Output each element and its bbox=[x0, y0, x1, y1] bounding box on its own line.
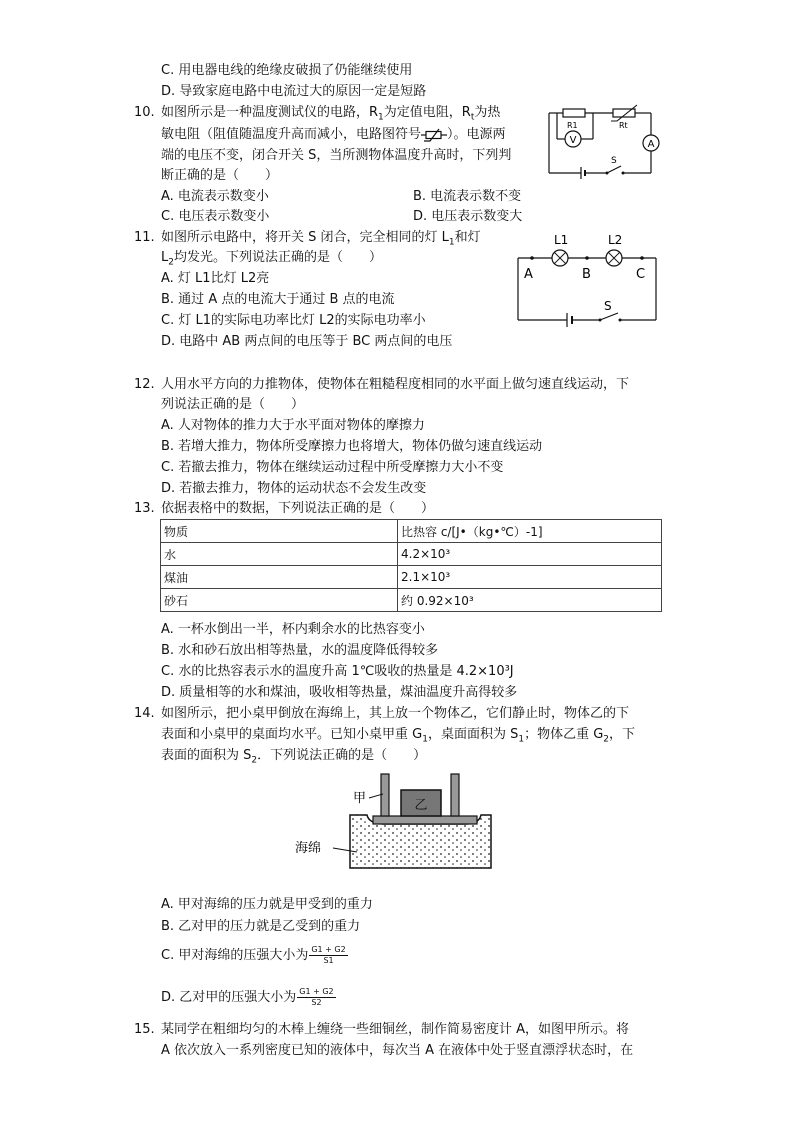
thermistor-symbol-icon bbox=[421, 128, 447, 142]
q10-option-c: C. 电压表示数变小 bbox=[161, 209, 270, 224]
q15-stem-line2: A 依次放入一系列密度已知的液体中，每次当 A 在液体中处于竖直漂浮状态时，在 bbox=[161, 1043, 634, 1058]
q12-stem-line1: 人用水平方向的力推物体，使物体在粗糙程度相同的水平面上做匀速直线运动，下 bbox=[161, 377, 630, 392]
q14-option-a: A. 甲对海绵的压力就是甲受到的重力 bbox=[161, 897, 373, 912]
table-cell: 2.1×10³ bbox=[398, 566, 662, 589]
table-cell: 煤油 bbox=[161, 566, 398, 589]
switch-lever bbox=[600, 313, 618, 320]
q10-option-d: D. 电压表示数变大 bbox=[413, 209, 523, 224]
table-top bbox=[373, 816, 477, 824]
svg-text:R1: R1 bbox=[567, 121, 578, 130]
q11-stem-line1: 如图所示电路中，将开关 S 闭合，完全相同的灯 $L_1$和灯 bbox=[161, 230, 481, 248]
q13-option-d: D. 质量相等的水和煤油，吸收相等热量，煤油温度升高得较多 bbox=[161, 685, 518, 700]
q10-option-b: B. 电流表示数不变 bbox=[413, 189, 522, 204]
svg-text:L1: L1 bbox=[554, 233, 569, 247]
table-cell: 水 bbox=[161, 543, 398, 566]
svg-text:L2: L2 bbox=[608, 233, 623, 247]
table-cell: 砂石 bbox=[161, 589, 398, 612]
table-cell: 4.2×10³ bbox=[398, 543, 662, 566]
q9-option-c: C. 用电器电线的绝缘皮破损了仍能继续使用 bbox=[161, 63, 413, 78]
q10-stem-line4: 断正确的是（ ） bbox=[161, 168, 279, 183]
q14-option-b: B. 乙对甲的压力就是乙受到的重力 bbox=[161, 919, 361, 934]
q12-option-a: A. 人对物体的推力大于水平面对物体的摩擦力 bbox=[161, 418, 425, 433]
q14-sponge-figure bbox=[295, 768, 500, 873]
svg-text:A: A bbox=[524, 267, 533, 282]
table-leg-left bbox=[381, 774, 389, 816]
svg-text:S: S bbox=[604, 299, 612, 313]
svg-text:甲: 甲 bbox=[353, 791, 367, 806]
q10-option-a: A. 电流表示数变小 bbox=[161, 189, 269, 204]
table-header-row bbox=[161, 520, 662, 543]
q14-stem-line3: 表面的面积为 $S_2$．下列说法正确的是（ ） bbox=[161, 748, 427, 766]
q12-option-c: C. 若撤去推力，物体在继续运动过程中所受摩擦力大小不变 bbox=[161, 460, 504, 475]
q9-option-d: D. 导致家庭电路中电流过大的原因一定是短路 bbox=[161, 84, 427, 99]
q14-option-c-fraction: $\frac{G1 + G2}{S1}$ bbox=[311, 945, 346, 965]
q11-circuit-figure bbox=[512, 228, 662, 328]
q12-option-b: B. 若增大推力，物体所受摩擦力也将增大，物体仍做匀速直线运动 bbox=[161, 439, 543, 454]
q14-option-d-fraction: $\frac{G1 + G2}{S2}$ bbox=[299, 987, 334, 1007]
svg-text:S: S bbox=[611, 156, 617, 166]
q15-stem-line1: 某同学在粗细均匀的木棒上缠绕一些细铜丝，制作简易密度计 A，如图甲所示。将 bbox=[161, 1022, 630, 1037]
table-leg-right bbox=[451, 774, 459, 816]
table-row bbox=[161, 543, 662, 566]
svg-text:海绵: 海绵 bbox=[295, 841, 322, 856]
q14-stem-line1: 如图所示，把小桌甲倒放在海绵上，其上放一个物体乙，它们静止时，物体乙的下 bbox=[161, 706, 630, 721]
switch-lever bbox=[607, 166, 621, 173]
q12-stem-line2: 列说法正确的是（ ） bbox=[161, 397, 305, 412]
q11-number: 11. bbox=[134, 230, 155, 245]
q13-option-a: A. 一杯水倒出一半，杯内剩余水的比热容变小 bbox=[161, 622, 425, 637]
q13-stem-line1: 依据表格中的数据，下列说法正确的是（ ） bbox=[161, 501, 435, 516]
svg-text:Rt: Rt bbox=[619, 121, 628, 130]
q15-number: 15. bbox=[134, 1022, 155, 1037]
q14-option-d: D. 乙对甲的压强大小为 $\frac{G1 + G2}{S2}$ bbox=[161, 987, 334, 1007]
table-row bbox=[161, 589, 662, 612]
svg-text:C: C bbox=[636, 267, 646, 282]
q11-option-d: D. 电路中 AB 两点间的电压等于 BC 两点间的电压 bbox=[161, 334, 453, 349]
svg-text:A: A bbox=[647, 139, 655, 150]
q12-number: 12. bbox=[134, 377, 155, 392]
q10-stem-line1: 如图所示是一种温度测试仪的电路，$R_1$为定值电阻，$R_t$为热 bbox=[161, 105, 501, 123]
q11-option-a: A. 灯 L1比灯 L2亮 bbox=[161, 271, 270, 286]
svg-text:B: B bbox=[582, 267, 591, 282]
q11-stem-line2: $L_2$均发光。下列说法正确的是（ ） bbox=[161, 250, 382, 268]
table-header-cell: 物质 bbox=[161, 520, 398, 543]
q12-option-d: D. 若撤去推力，物体的运动状态不会发生改变 bbox=[161, 481, 427, 496]
r1-resistor bbox=[563, 109, 585, 117]
q10-circuit-figure bbox=[545, 103, 663, 181]
q10-stem-line3: 端的电压不变，闭合开关 S，当所测物体温度升高时，下列判 bbox=[161, 148, 512, 163]
q13-number: 13. bbox=[134, 501, 155, 516]
q10-stem-line2: 敏电阻（阻值随温度升高而减小，电路图符号 ）。电源两 bbox=[161, 127, 506, 142]
specific-heat-table bbox=[160, 519, 662, 612]
q14-option-c: C. 甲对海绵的压强大小为 $\frac{G1 + G2}{S1}$ bbox=[161, 945, 346, 965]
q14-stem-line2: 表面和小桌甲的桌面均水平。已知小桌甲重 $G_1$，桌面面积为 $S_1$；物体乙重 $G_2$，下 bbox=[161, 727, 636, 745]
q13-option-c: C. 水的比热容表示水的温度升高 1℃吸收的热量是 4.2×10³J bbox=[161, 664, 514, 679]
q11-option-b: B. 通过 A 点的电流大于通过 B 点的电流 bbox=[161, 292, 395, 307]
q14-number: 14. bbox=[134, 706, 155, 721]
q13-option-b: B. 水和砂石放出相等热量，水的温度降低得较多 bbox=[161, 643, 439, 658]
table-header-cell: 比热容 c/[J•（kg•℃）-1] bbox=[398, 520, 662, 543]
q10-number: 10. bbox=[134, 105, 155, 120]
svg-text:V: V bbox=[569, 135, 577, 146]
table-cell: 约 0.92×10³ bbox=[398, 589, 662, 612]
q11-option-c: C. 灯 L1的实际电功率比灯 L2的实际电功率小 bbox=[161, 313, 426, 328]
table-row bbox=[161, 566, 662, 589]
svg-text:乙: 乙 bbox=[414, 798, 428, 813]
